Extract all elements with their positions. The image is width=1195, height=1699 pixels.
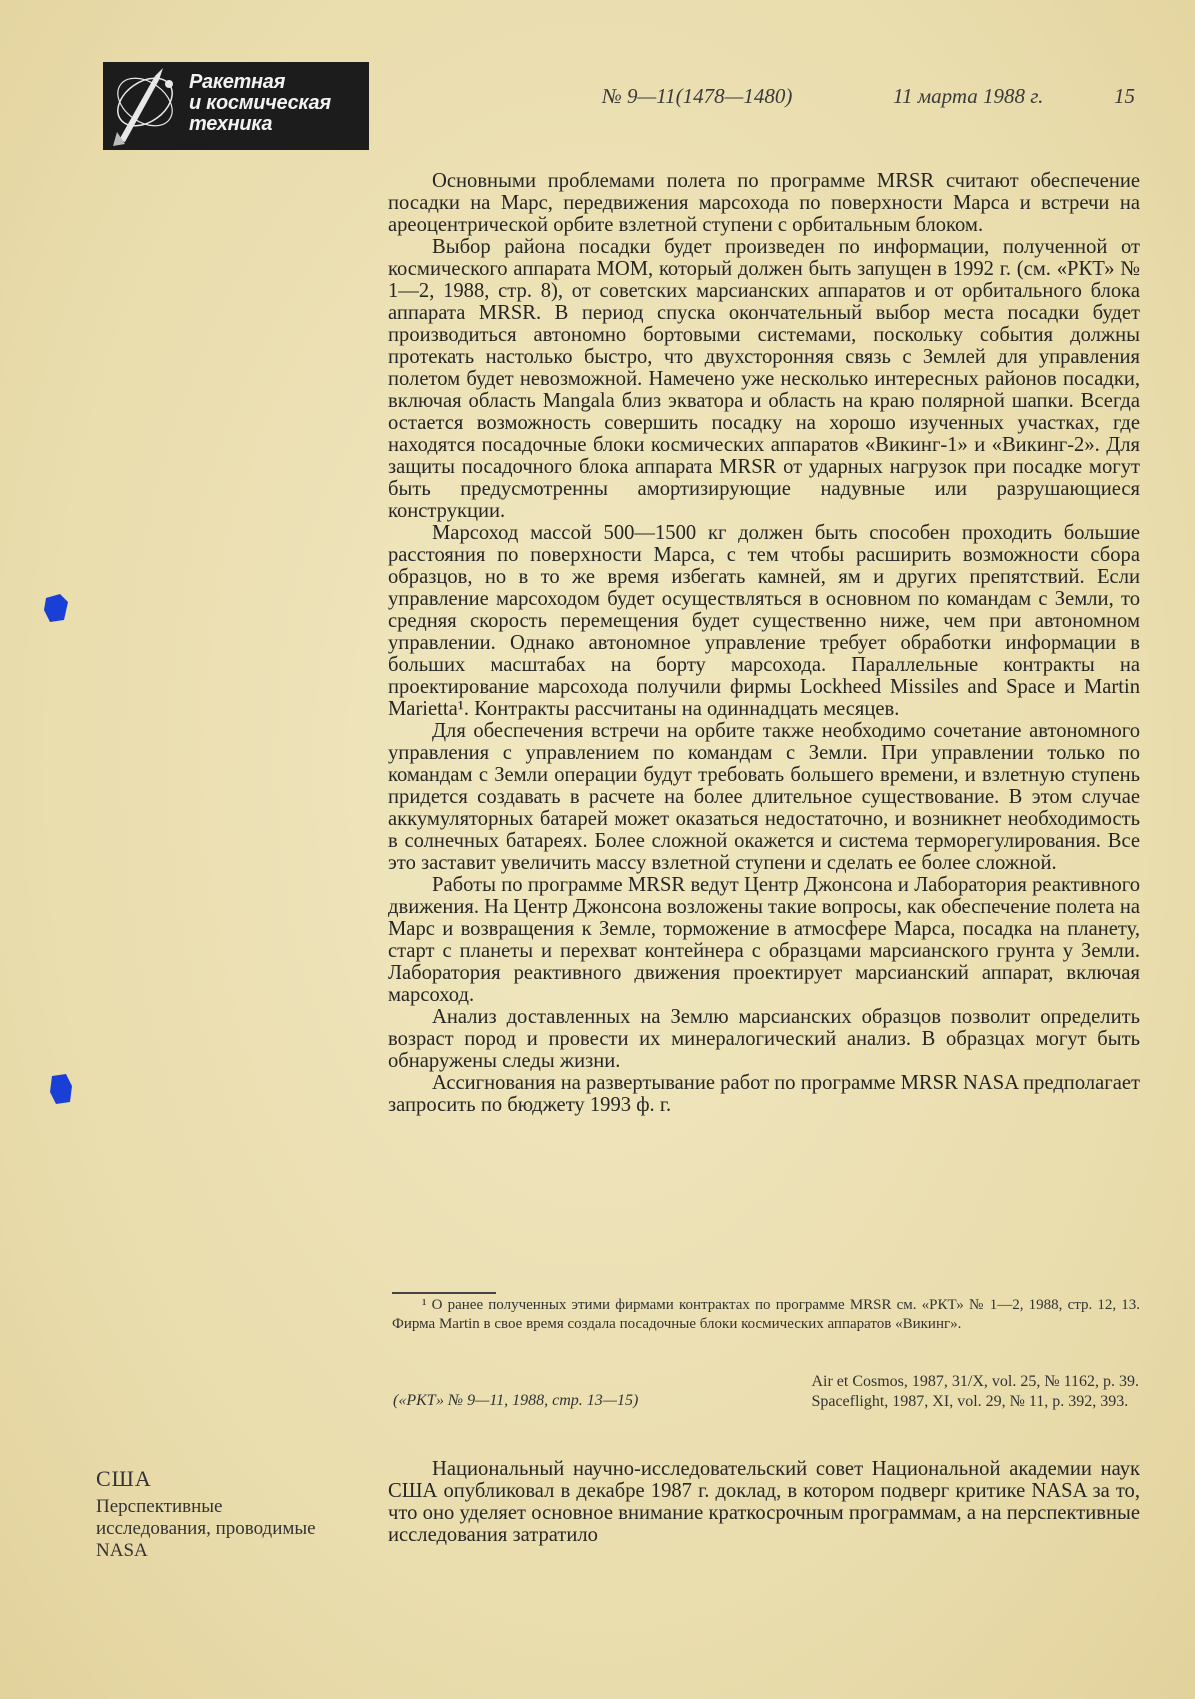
- paragraph: Для обеспечения встречи на орбите также необходимо сочетание автономного управления с управлением по командам с Земли. При управлении только по командам с Земли операции будут требовать большего времени, и взлетную ступень придется создавать в расчете на более длительное существование. В этом случае аккумуляторных батарей может оказаться недостаточно, и возникнет необходимость в солнечных батареях. Более сложной окажется и система терморегулирования. Все это заставит увеличить массу взлетной ступени и сделать ее более сложной.: [388, 720, 1140, 874]
- magazine-logo: [103, 62, 369, 150]
- paragraph: Ассигнования на развертывание работ по программе MRSR NASA предполагает запросить по бюджету 1993 ф. г.: [388, 1072, 1140, 1116]
- source-references: [811, 1372, 1139, 1412]
- logo-line-3: техника: [189, 113, 273, 135]
- source-citation: («РКТ» № 9—11, 1988, стр. 13—15): [393, 1392, 639, 1409]
- paragraph: Марсоход массой 500—1500 кг должен быть способен проходить большие расстояния по поверхности Марса, с тем чтобы расширить возможности сбора образцов, но в то же время избегать камней, ям и других препятствий. Если управление марсоходом будет осуществляться в основном по командам с Земли, то средняя скорость перемещения будет существенно ниже, чем при автономном управлении. Однако автономное управление требует обработки информации в больших масштабах на борту марсохода. Параллельные контракты на проектирование марсохода получили фирмы Lockheed Missiles and Space и Martin Marietta¹. Контракты рассчитаны на одиннадцать месяцев.: [388, 522, 1140, 720]
- footnote: ¹ О ранее полученных этими фирмами контрактах по программе MRSR см. «РКТ» № 1—2, 1988, стр. 12, 13. Фирма Martin в свое время создала посадочные блоки космических аппаратов «Викинг».: [392, 1297, 1140, 1332]
- paragraph: Выбор района посадки будет произведен по информации, полученной от космического аппарата МОМ, который должен быть запущен в 1992 г. (см. «РКТ» № 1—2, 1988, стр. 8), от советских марсианских аппаратов и от орбитального блока аппарата MRSR. В период спуска окончательный выбор места посадки будет производиться автономно бортовыми системами, поскольку события должны протекать настолько быстро, что двухсторонняя связь с Землей для управления полетом будет невозможной. Намечено уже несколько интересных районов посадки, включая область Mangala близ экватора и область на краю полярной шапки. Всегда остается возможность совершить посадку на хорошо изученных участках, где находятся посадочные блоки космических аппаратов «Викинг-1» и «Викинг-2». Для защиты посадочного блока аппарата MRSR от ударных нагрузок при посадке могут быть предусмотренны амортизирующие надувные или разрушающиеся конструкции.: [388, 236, 1140, 522]
- issue-date: 11 марта 1988 г.: [893, 84, 1044, 108]
- logo-line-1: Ракетная: [189, 71, 286, 93]
- paragraph: Работы по программе MRSR ведут Центр Джонсона и Лаборатория реактивного движения. На Центр Джонсона возложены такие вопросы, как обеспечение полета на Марс и возвращения к Земле, торможение в атмосфере Марса, посадка на планету, старт с планеты и перехват контейнера с образцами марсианского грунта у Земли. Лаборатория реактивного движения проектирует марсианский аппарат, включая марсоход.: [388, 874, 1140, 1006]
- section-country: США: [96, 1466, 152, 1491]
- logo-title: [189, 72, 331, 135]
- next-article-text: Национальный научно-исследовательский совет Национальной академии наук США опубликовал в декабре 1987 г. доклад, в котором подверг критике NASA за то, что оно уделяет основное внимание краткосрочным программам, а на перспективные исследования затратило: [388, 1458, 1140, 1546]
- punch-hole-mark-icon: [42, 592, 72, 626]
- section-topic: Перспективные исследования, проводимые NASA: [96, 1496, 316, 1561]
- reference-line: Spaceflight, 1987, XI, vol. 29, № 11, p. 392, 393.: [811, 1393, 1129, 1410]
- main-article: [388, 170, 1140, 1116]
- footnote-divider: [392, 1292, 496, 1294]
- logo-line-2: и космическая: [189, 92, 331, 114]
- reference-line: Air et Cosmos, 1987, 31/X, vol. 25, № 1162, p. 39.: [811, 1373, 1139, 1390]
- paragraph: Основными проблемами полета по программе MRSR считают обеспечение посадки на Марс, передвижения марсохода по поверхности Марса и встречи на ареоцентрической орбите взлетной ступени с орбитальным блоком.: [388, 170, 1140, 236]
- punch-hole-mark-icon: [46, 1072, 76, 1106]
- page-number: 15: [1114, 84, 1135, 108]
- paragraph: Анализ доставленных на Землю марсианских образцов позволит определить возраст пород и провести их минералогический анализ. В образцах могут быть обнаружены следы жизни.: [388, 1006, 1140, 1072]
- issue-number: № 9—11(1478—1480): [602, 84, 793, 108]
